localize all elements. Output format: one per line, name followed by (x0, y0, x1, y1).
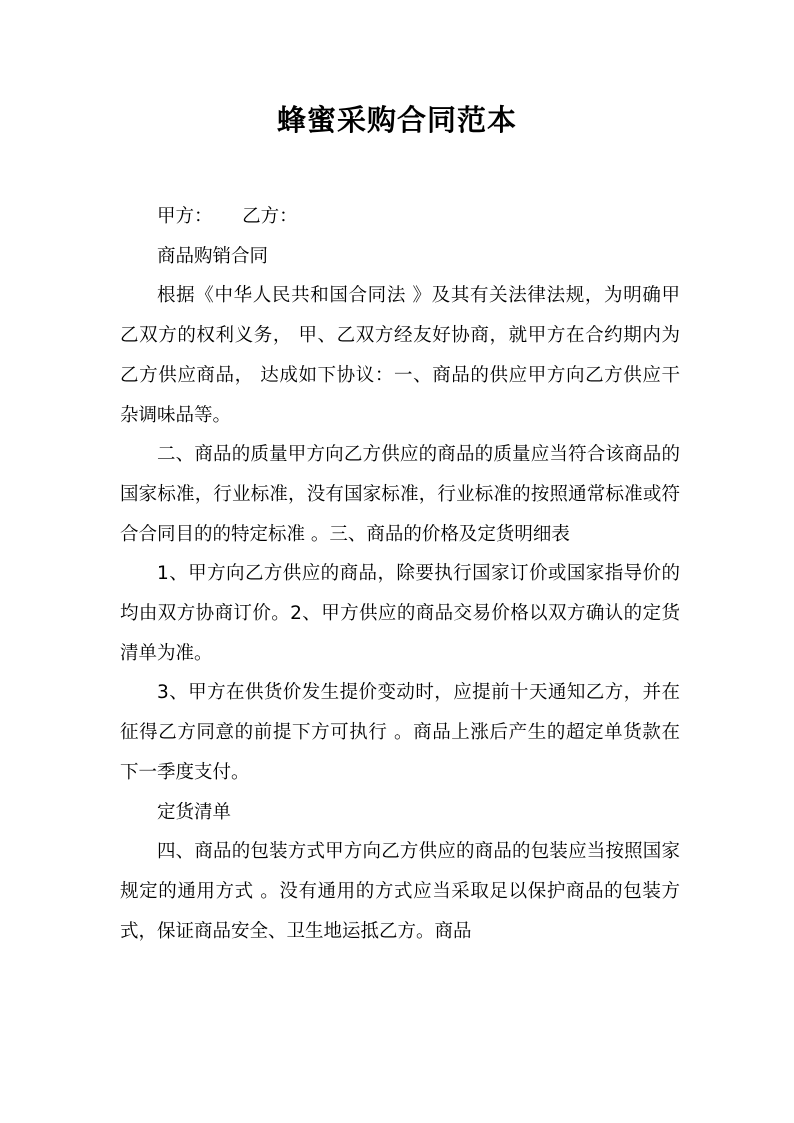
parties-line (120, 197, 680, 237)
party-b-label: 乙方： (242, 206, 298, 227)
paragraph-quality: 二、商品的质量甲方向乙方供应的商品的质量应当符合该商品的国家标准，行业标准，没有国家标准，行业标准的按照通常标准或符合合同目的的特定标准 。三、商品的价格及定货明细表 (120, 444, 680, 545)
paragraph-pricing-3: 3、甲方在供货价发生提价变动时，应提前十天通知乙方，并在征得乙方同意的前提下方可执行 。商品上涨后产生的超定单货款在下一季度支付。 (120, 682, 680, 783)
paragraph-pricing-1: 1、甲方向乙方供应的商品，除要执行国家订价或国家指导价的均由双方协商订价。2、甲方供应的商品交易价格以双方确认的定货清单为准。 (120, 563, 680, 664)
paragraph-order-list: 定货清单 (157, 801, 232, 823)
paragraph-packaging: 四、商品的包装方式甲方向乙方供应的商品的包装应当按照国家规定的通用方式 。没有通用的方式应当采取足以保护商品的包装方式，保证商品安全、卫生地运抵乙方。商品 (120, 841, 680, 942)
document-title: 蜂蜜采购合同范本 (276, 103, 517, 137)
paragraph-preamble: 根据《中华人民共和国合同法 》及其有关法律法规，为明确甲乙双方的权利义务， 甲、乙双方经友好协商，就甲方在合约期内为乙方供应商品， 达成如下协议：一、商品的供应甲方向乙方供应干杂调味品等。 (120, 285, 680, 426)
party-a-label: 甲方： (157, 206, 213, 227)
paragraph-contract-type: 商品购销合同 (157, 245, 269, 267)
document-body (120, 197, 680, 951)
